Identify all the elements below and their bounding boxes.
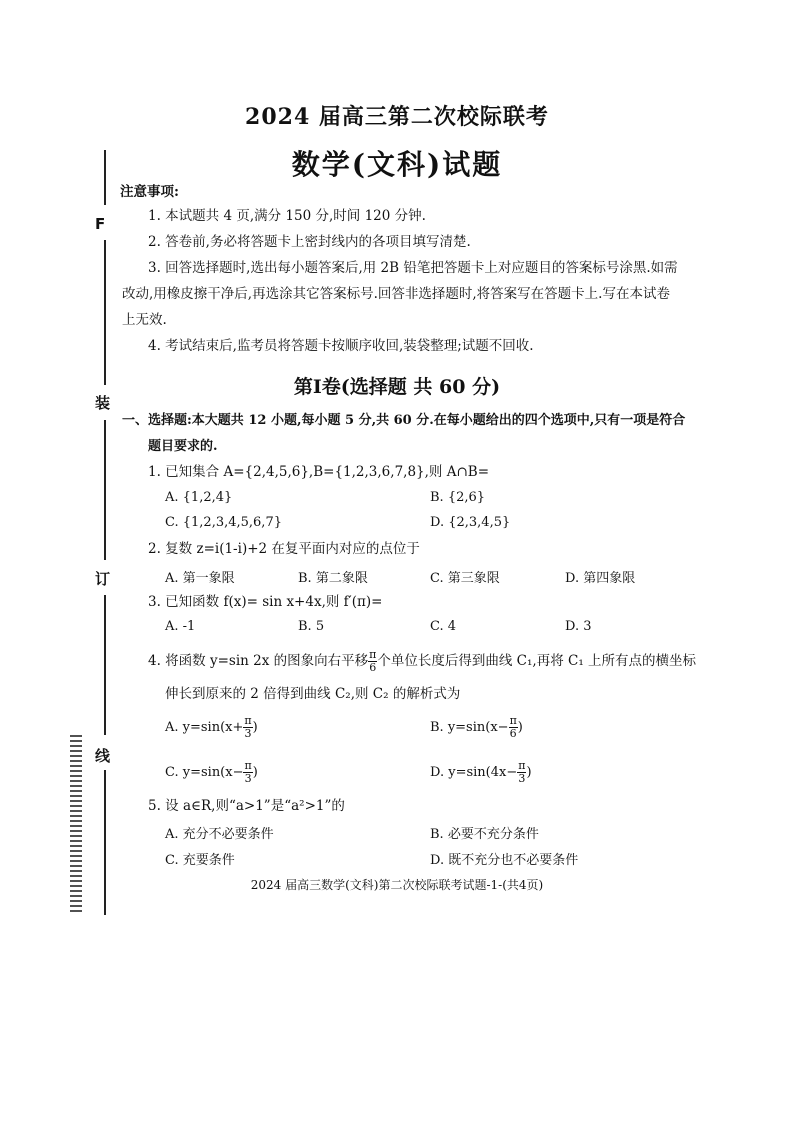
q4-d-num: π: [518, 759, 526, 772]
q4-b-post: ): [517, 720, 523, 735]
q4-d-den: 3: [518, 772, 526, 785]
notice-heading: 注意事项:: [120, 184, 179, 200]
notice-item-1: 1. 本试题共 4 页,满分 150 分,时间 120 分钟.: [148, 208, 426, 224]
q1-option-d: D. {2,3,4,5}: [430, 515, 511, 530]
binding-char-1: F: [95, 215, 106, 233]
page-footer: 2024 届高三数学(文科)第二次校际联考试题-1-(共4页): [250, 878, 544, 892]
binding-line-4: [104, 595, 106, 735]
q4-c-post: ): [252, 765, 258, 780]
q1-option-a: A. {1,2,4}: [165, 490, 233, 505]
binding-char-4: 线: [95, 747, 111, 765]
q4-b-den: 6: [509, 727, 517, 740]
notice-item-3-cont-2: 上无效.: [122, 312, 167, 328]
q3-option-b: B. 5: [298, 619, 325, 634]
q4-stem: [148, 648, 696, 674]
q5-stem: 5. 设 a∈R,则“a>1”是“a²>1”的: [148, 798, 345, 814]
q4-c-num: π: [244, 759, 252, 772]
q4-option-d: [430, 760, 532, 785]
q4-stem-part-a: 4. 将函数 y=sin 2x 的图象向右平移: [148, 653, 369, 669]
q5-option-a: A. 充分不必要条件: [165, 827, 274, 842]
q1-option-b: B. {2,6}: [430, 490, 486, 505]
q4-c-pre: C. y=sin(x−: [165, 765, 244, 780]
section-intro-1: 一、选择题:本大题共 12 小题,每小题 5 分,共 60 分.在每小题给出的四个选项中,只有一项是符合: [122, 413, 686, 428]
q4-d-pre: D. y=sin(4x−: [430, 765, 518, 780]
q4-a-num: π: [244, 714, 252, 727]
q5-option-b: B. 必要不充分条件: [430, 827, 539, 842]
q4-a-fraction: [243, 715, 252, 740]
q4-b-fraction: [509, 715, 518, 740]
q2-option-b: B. 第二象限: [298, 571, 368, 586]
binding-line-2: [104, 240, 106, 385]
q4-stem-frac-den: 6: [369, 661, 377, 674]
q4-option-b: [430, 715, 523, 740]
q2-option-a: A. 第一象限: [165, 571, 235, 586]
q4-stem-line2: 伸长到原来的 2 倍得到曲线 C₂,则 C₂ 的解析式为: [165, 686, 461, 702]
section-intro-2: 题目要求的.: [148, 439, 218, 454]
section-title: 第Ⅰ卷(选择题 共 60 分): [293, 376, 501, 398]
q3-option-a: A. -1: [165, 619, 196, 634]
q2-option-c: C. 第三象限: [430, 571, 500, 586]
q1-option-c: C. {1,2,3,4,5,6,7}: [165, 515, 282, 530]
q3-stem: 3. 已知函数 f(x)= sin x+4x,则 f′(π)=: [148, 594, 383, 610]
q4-option-c: [165, 760, 258, 785]
binding-line-3: [104, 420, 106, 560]
q4-stem-fraction: [368, 649, 377, 674]
notice-item-3: 3. 回答选择题时,选出每小题答案后,用 2B 铅笔把答题卡上对应题目的答案标号涂黑.如需: [148, 260, 678, 276]
q4-a-post: ): [252, 720, 258, 735]
q5-option-d: D. 既不充分也不必要条件: [430, 853, 579, 868]
q3-option-d: D. 3: [565, 619, 592, 634]
binding-char-2: 装: [95, 394, 111, 412]
subject-title: 数学(文科)试题: [291, 148, 503, 181]
q4-a-den: 3: [244, 727, 252, 740]
q4-stem-frac-num: π: [369, 648, 377, 661]
q4-d-post: ): [526, 765, 532, 780]
q4-c-den: 3: [244, 772, 252, 785]
q4-b-num: π: [509, 714, 517, 727]
notice-item-3-cont-1: 改动,用橡皮擦干净后,再选涂其它答案标号.回答非选择题时,将答案写在答题卡上.写在本试卷: [122, 286, 670, 302]
q2-stem: 2. 复数 z=i(1-i)+2 在复平面内对应的点位于: [148, 541, 420, 557]
exam-title: 2024 届高三第二次校际联考: [245, 104, 549, 130]
q4-c-fraction: [243, 760, 252, 785]
q4-b-pre: B. y=sin(x−: [430, 720, 509, 735]
q4-a-pre: A. y=sin(x+: [165, 720, 244, 735]
binding-line-bottom: [104, 770, 106, 915]
q3-option-c: C. 4: [430, 619, 457, 634]
notice-item-4: 4. 考试结束后,监考员将答题卡按顺序收回,装袋整理;试题不回收.: [148, 338, 534, 354]
q1-stem: 1. 已知集合 A={2,4,5,6},B={1,2,3,6,7,8},则 A∩B=: [148, 464, 490, 480]
q4-option-a: [165, 715, 258, 740]
notice-item-2: 2. 答卷前,务必将答题卡上密封线内的各项目填写清楚.: [148, 234, 471, 250]
q4-stem-part-b: 个单位长度后得到曲线 C₁,再将 C₁ 上所有点的横坐标: [377, 653, 697, 669]
q5-option-c: C. 充要条件: [165, 853, 235, 868]
binding-char-3: 订: [95, 570, 111, 588]
q2-option-d: D. 第四象限: [565, 571, 636, 586]
